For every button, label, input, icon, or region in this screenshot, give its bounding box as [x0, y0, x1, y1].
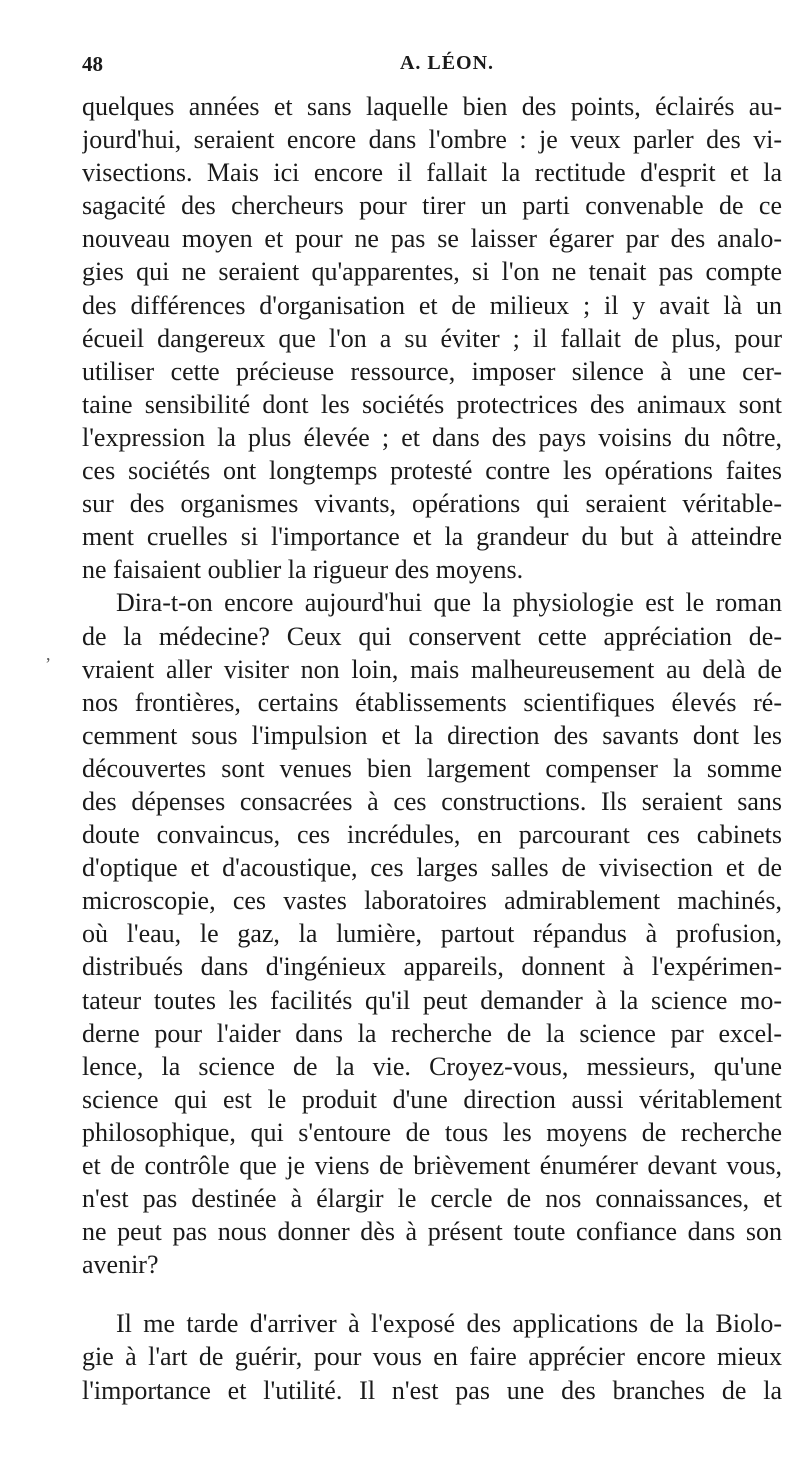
- text-line: des dépenses consacrées à ces constructions. Ils seraient sans: [82, 786, 782, 816]
- text-line: Il me tarde d'arriver à l'exposé des applications de la Biolo-: [116, 1309, 782, 1339]
- text-line: philosophique, qui s'entoure de tous les moyens de recherche: [82, 1117, 782, 1147]
- text-line: ces sociétés ont longtemps protesté contre les opérations faites: [82, 456, 782, 486]
- text-line: taine sensibilité dont les sociétés protectrices des animaux sont: [82, 389, 782, 419]
- text-line: sagacité des chercheurs pour tirer un parti convenable de ce: [82, 191, 782, 221]
- page-header: [82, 52, 782, 82]
- page-number: 48: [82, 52, 103, 76]
- text-line: gies qui ne seraient qu'apparentes, si l'on ne tenait pas compte: [82, 257, 782, 287]
- text-line: tateur toutes les facilités qu'il peut demander à la science mo-: [82, 985, 782, 1015]
- paragraph-gap: [82, 1281, 782, 1307]
- text-line: distribués dans d'ingénieux appareils, donnent à l'expérimen-: [82, 952, 782, 982]
- text-line: l'importance et l'utilité. Il n'est pas une des branches de la: [82, 1375, 782, 1405]
- text-line: vraient aller visiter non loin, mais malheureusement au delà de: [82, 654, 782, 684]
- text-line: quelques années et sans laquelle bien des points, éclairés au-: [82, 92, 782, 121]
- text-line: ment cruelles si l'importance et la grandeur du but à atteindre: [82, 522, 782, 552]
- text-line: derne pour l'aider dans la recherche de la science par excel-: [82, 1018, 782, 1048]
- text-line: gie à l'art de guérir, pour vous en faire apprécier encore mieux: [82, 1342, 782, 1372]
- text-line: visections. Mais ici encore il fallait la rectitude d'esprit et la: [82, 158, 782, 188]
- text-line: nouveau moyen et pour ne pas se laisser égarer par des analo-: [82, 224, 782, 254]
- text-line: de la médecine? Ceux qui conservent cette appréciation de-: [82, 621, 782, 651]
- text-line: l'expression la plus élevée ; et dans des pays voisins du nôtre,: [82, 422, 782, 452]
- text-line: d'optique et d'acoustique, ces larges salles de vivisection et de: [82, 853, 782, 883]
- text-line: science qui est le produit d'une direction aussi véritablement: [82, 1084, 782, 1114]
- text-line: découvertes sont venues bien largement compenser la somme: [82, 753, 782, 783]
- text-line: ne peut pas nous donner dès à présent toute confiance dans son: [82, 1217, 782, 1247]
- text-line: Dira-t-on encore aujourd'hui que la physiologie est le roman: [116, 588, 782, 618]
- text-line: avenir?: [82, 1250, 159, 1280]
- text-line: utiliser cette précieuse ressource, imposer silence à une cer-: [82, 356, 782, 386]
- text-line: jourd'hui, seraient encore dans l'ombre : je veux parler des vi-: [82, 125, 782, 155]
- text-line: cemment sous l'impulsion et la direction des savants dont les: [82, 720, 782, 750]
- text-line: ne faisaient oublier la rigueur des moyens.: [82, 555, 524, 585]
- text-line: microscopie, ces vastes laboratoires admirablement machinés,: [82, 886, 782, 916]
- text-line: doute convaincus, ces incrédules, en parcourant ces cabinets: [82, 820, 782, 850]
- text-line: sur des organismes vivants, opérations qui seraient véritable-: [82, 489, 782, 519]
- text-line: écueil dangereux que l'on a su éviter ; il fallait de plus, pour: [82, 323, 782, 353]
- text-line: des différences d'organisation et de milieux ; il y avait là un: [82, 290, 782, 320]
- text-line: où l'eau, le gaz, la lumière, partout répandus à profusion,: [82, 919, 782, 949]
- body-text: [82, 90, 782, 1407]
- paragraph: [82, 1307, 782, 1406]
- paragraph: [82, 586, 782, 1281]
- running-head: A. LÉON.: [399, 52, 495, 74]
- text-line: et de contrôle que je viens de brièvement énumérer devant vous,: [82, 1151, 782, 1180]
- text-line: lence, la science de la vie. Croyez-vous, messieurs, qu'une: [82, 1051, 782, 1081]
- text-line: nos frontières, certains établissements scientifiques élevés ré-: [82, 687, 782, 717]
- paragraph: [82, 90, 782, 586]
- margin-mark: ,: [46, 644, 51, 664]
- text-line: n'est pas destinée à élargir le cercle de nos connaissances, et: [82, 1184, 782, 1214]
